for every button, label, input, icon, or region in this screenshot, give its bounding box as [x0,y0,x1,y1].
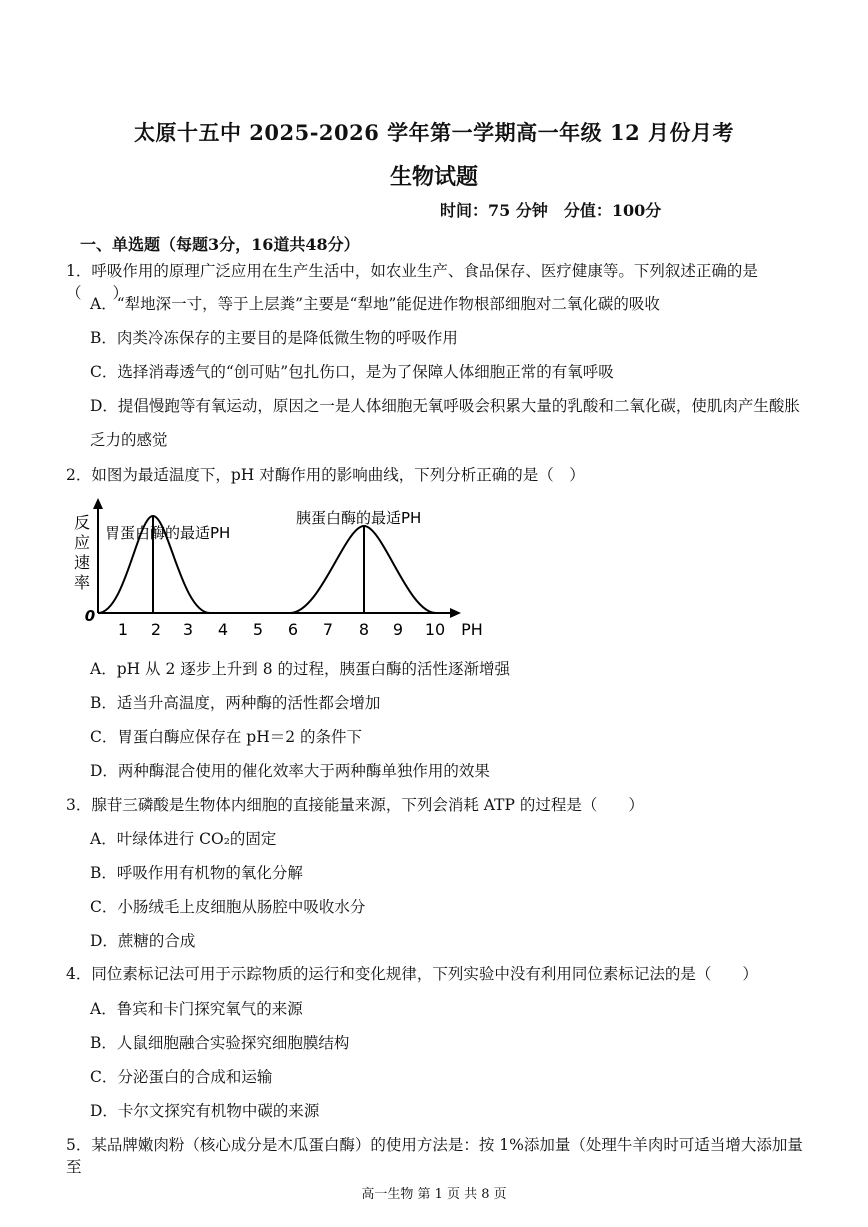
question-4-option-a: A．鲁宾和卡门探究氧气的来源 [90,1000,303,1018]
question-1-option-d: D．提倡慢跑等有氧运动，原因之一是人体细胞无氧呼吸会积累大量的乳酸和二氧化碳，使肌肉产生酸胀 [90,397,800,415]
exam-meta: 时间：75 分钟 分值：100分 [440,201,662,220]
y-label-2: 应 [73,533,91,552]
exam-title: 太原十五中 2025-2026 学年第一学期高一年级 12 月份月考 [133,120,735,145]
ph-enzyme-figure [70,496,490,646]
question-5-stem: 5．某品牌嫩肉粉（核心成分是木瓜蛋白酶）的使用方法是：按 1%添加量（处理牛羊肉时可适当增大添加量至 [66,1136,803,1176]
x-tick-8: 8 [358,620,370,639]
section-heading: 一、单选题（每题3分，16道共48分） [80,235,360,254]
x-axis-arrow [450,608,461,618]
question-2-option-d: D．两种酶混合使用的催化效率大于两种酶单独作用的效果 [90,762,490,780]
question-2-stem: 2．如图为最适温度下，pH 对酶作用的影响曲线，下列分析正确的是（ ） [66,466,585,484]
x-tick-2: 2 [150,620,162,639]
question-3-option-c: C．小肠绒毛上皮细胞从肠腔中吸收水分 [90,898,366,916]
question-1-stem: 1．呼吸作用的原理广泛应用在生产生活中，如农业生产、食品保存、医疗健康等。下列叙述正确的是（ ） [66,262,758,302]
x-tick-3: 3 [182,620,194,639]
question-4-option-b: B．人鼠细胞融合实验探究细胞膜结构 [90,1034,350,1052]
x-axis-label: PH [461,620,483,639]
question-1-option-d-cont: 乏力的感觉 [90,431,168,449]
question-1-option-c: C．选择消毒透气的“创可贴”包扎伤口，是为了保障人体细胞正常的有氧呼吸 [90,363,614,381]
x-tick-6: 6 [287,620,299,639]
trypsin-label: 胰蛋白酶的最适PH [296,509,422,527]
x-tick-9: 9 [392,620,404,639]
question-2-option-c: C．胃蛋白酶应保存在 pH＝2 的条件下 [90,728,363,746]
y-label-4: 率 [73,573,91,592]
x-tick-5: 5 [252,620,264,639]
question-4-option-d: D．卡尔文探究有机物中碳的来源 [90,1102,320,1120]
origin-label: 0 [84,607,96,625]
pepsin-label: 胃蛋白酶的最适PH [105,524,231,542]
question-3-option-a: A．叶绿体进行 CO₂的固定 [90,830,277,848]
question-3-option-d: D．蔗糖的合成 [90,932,196,950]
question-1-option-a: A．“犁地深一寸，等于上层粪”主要是“犁地”能促进作物根部细胞对二氧化碳的吸收 [90,295,660,313]
question-1-option-b: B．肉类冷冻保存的主要目的是降低微生物的呼吸作用 [90,329,458,347]
x-tick-1: 1 [117,620,129,639]
exam-subtitle: 生物试题 [389,164,478,190]
y-axis-arrow [93,498,103,509]
question-4-stem: 4．同位素标记法可用于示踪物质的运行和变化规律，下列实验中没有利用同位素标记法的是（ ） [66,965,758,983]
question-3-stem: 3．腺苷三磷酸是生物体内细胞的直接能量来源，下列会消耗 ATP 的过程是（ ） [66,796,644,814]
y-label-3: 速 [73,553,91,572]
page-footer: 高一生物 第 1 页 共 8 页 [361,1187,507,1202]
question-4-option-c: C．分泌蛋白的合成和运输 [90,1068,273,1086]
question-2-option-b: B．适当升高温度，两种酶的活性都会增加 [90,694,381,712]
x-tick-7: 7 [322,620,334,639]
question-3-option-b: B．呼吸作用有机物的氧化分解 [90,864,303,882]
question-2-option-a: A．pH 从 2 逐步上升到 8 的过程，胰蛋白酶的活性逐渐增强 [90,660,510,678]
x-tick-4: 4 [217,620,229,639]
x-tick-10: 10 [424,620,446,639]
y-label-1: 反 [73,513,91,532]
